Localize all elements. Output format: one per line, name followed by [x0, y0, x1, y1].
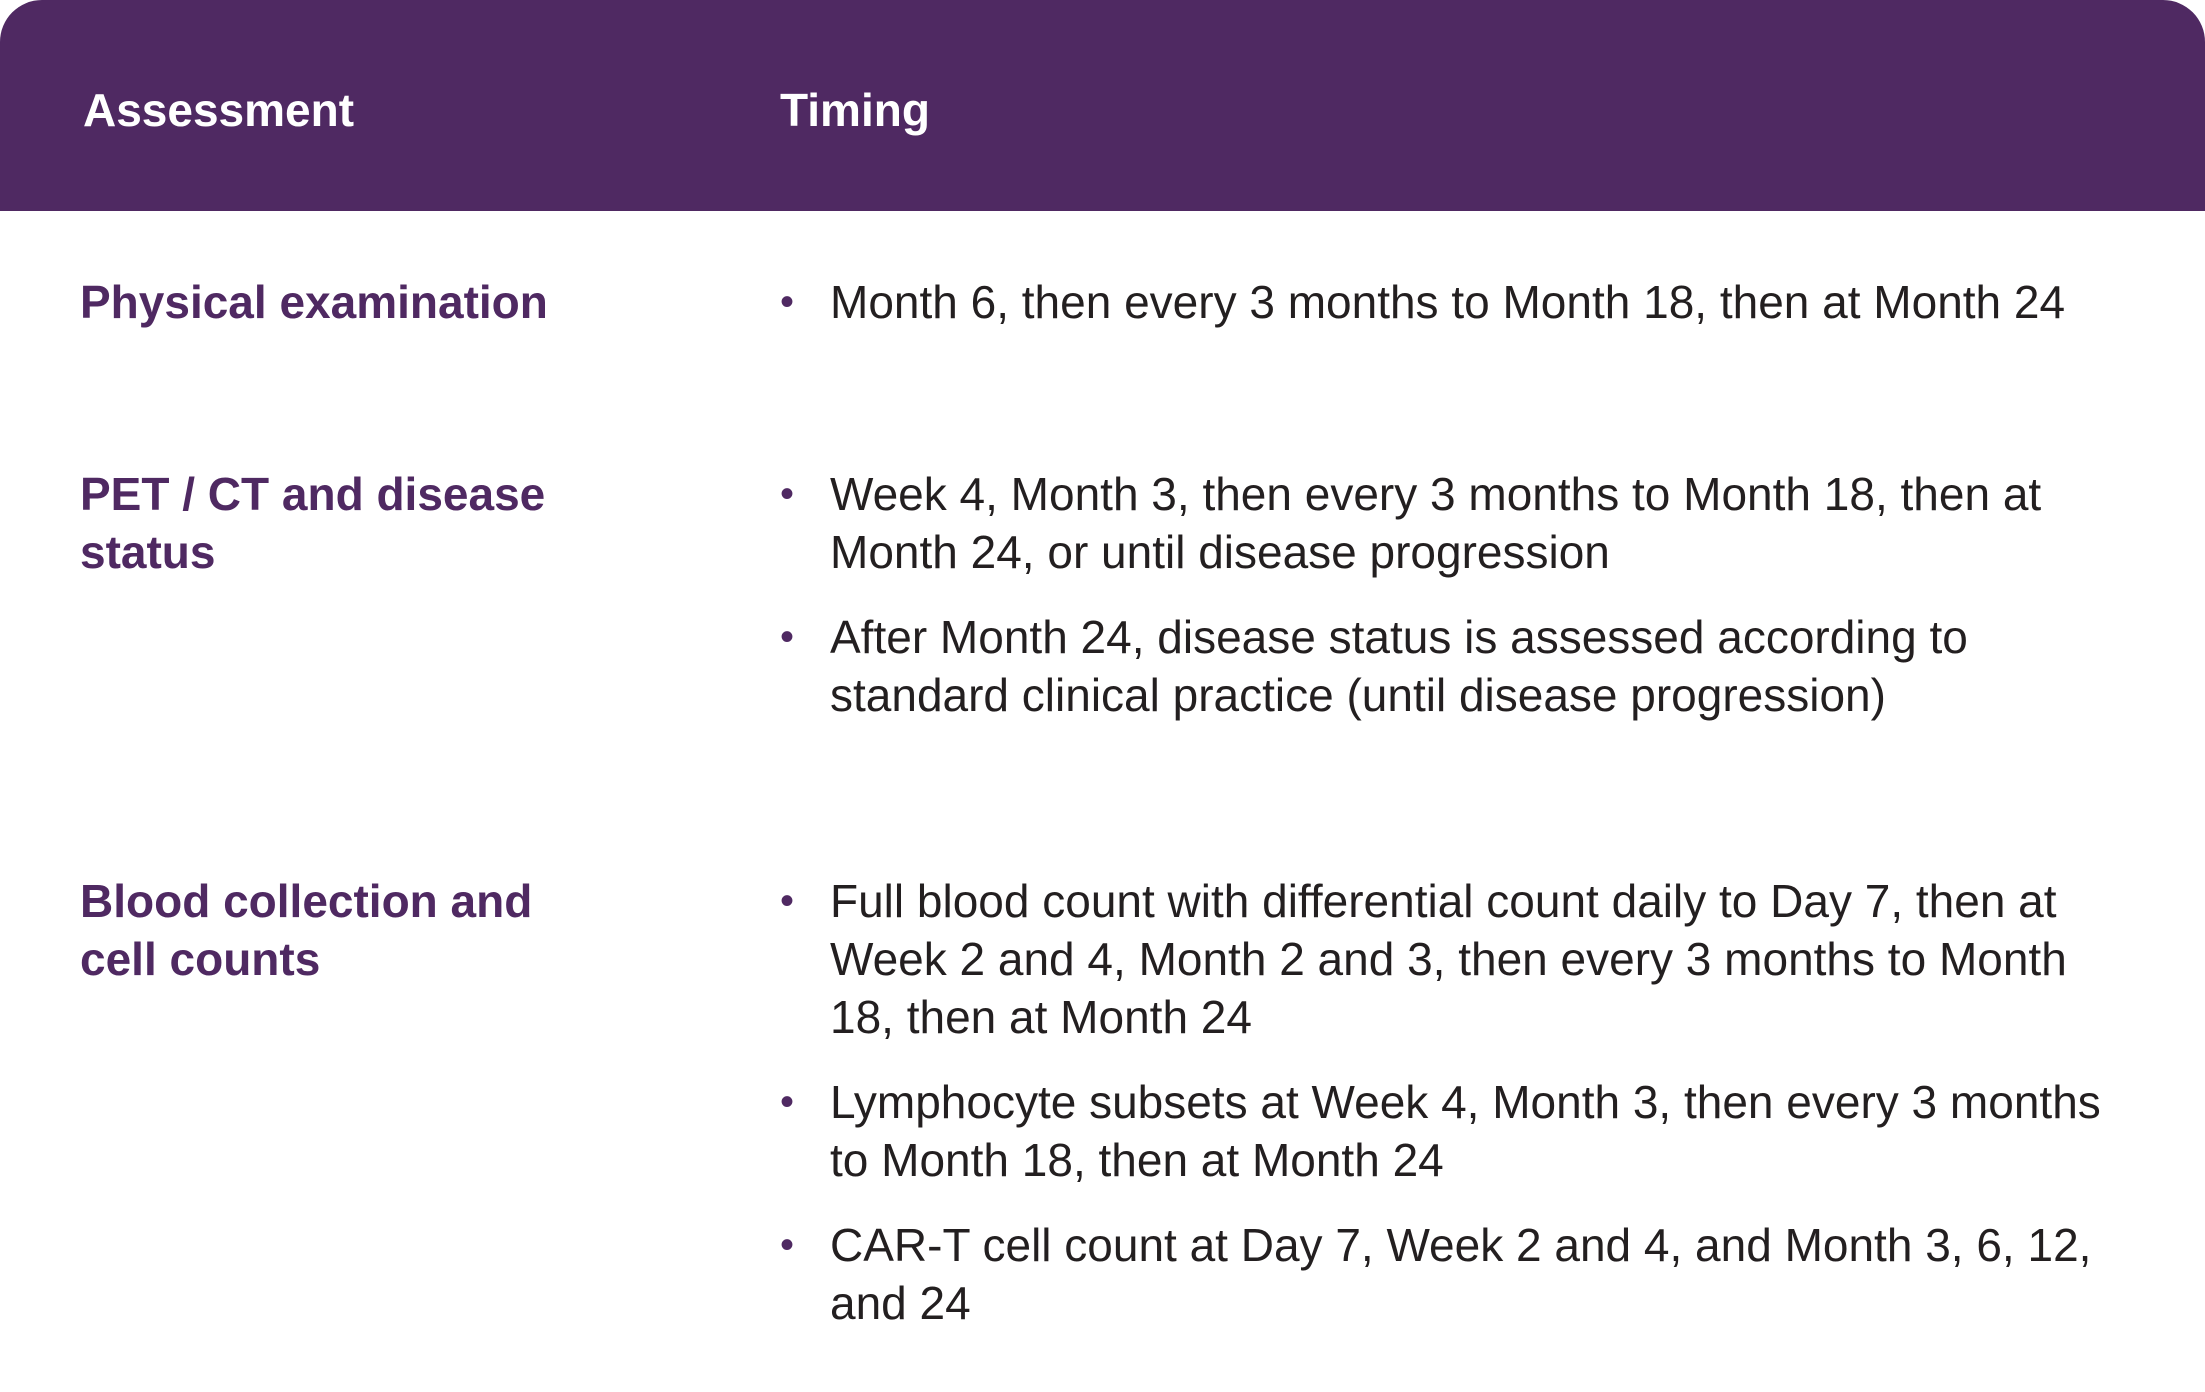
bullet-icon: • — [780, 879, 795, 923]
timing-text: Full blood count with differential count daily to Day 7, then at Week 2 and 4, Month 2 and 3, then every 3 months to Month 18, then at Month 24 — [830, 875, 2067, 1043]
timing-text: Week 4, Month 3, then every 3 months to Month 18, then at Month 24, or until disease progression — [830, 468, 2042, 578]
timing-item — [780, 1073, 2140, 1189]
timing-item — [780, 608, 2140, 724]
timing-list-blood-collection — [780, 872, 2140, 1332]
timing-list-physical-examination — [780, 273, 2190, 331]
bullet-icon: • — [780, 280, 795, 324]
table-header — [0, 0, 2205, 211]
bullet-icon: • — [780, 472, 795, 516]
bullet-icon: • — [780, 1223, 795, 1267]
timing-text: After Month 24, disease status is assessed according to standard clinical practice (until disease progression) — [830, 611, 1968, 721]
timing-item — [780, 273, 2190, 331]
timing-item — [780, 872, 2140, 1046]
bullet-icon: • — [780, 1080, 795, 1124]
timing-column-header: Timing — [780, 84, 930, 136]
timing-text: Lymphocyte subsets at Week 4, Month 3, then every 3 months to Month 18, then at Month 24 — [830, 1076, 2101, 1186]
timing-text: CAR-T cell count at Day 7, Week 2 and 4, and Month 3, 6, 12, and 24 — [830, 1219, 2092, 1329]
assessment-column-header: Assessment — [83, 84, 355, 136]
row-label-pet-ct: PET / CT and disease status — [80, 468, 546, 578]
timing-text: Month 6, then every 3 months to Month 18, then at Month 24 — [830, 276, 2066, 328]
row-label-blood-collection: Blood collection and cell counts — [80, 875, 533, 985]
timing-item — [780, 465, 2140, 581]
bullet-icon: • — [780, 615, 795, 659]
timing-list-pet-ct — [780, 465, 2140, 724]
row-label-physical-examination: Physical examination — [80, 276, 548, 328]
timing-item — [780, 1216, 2140, 1332]
